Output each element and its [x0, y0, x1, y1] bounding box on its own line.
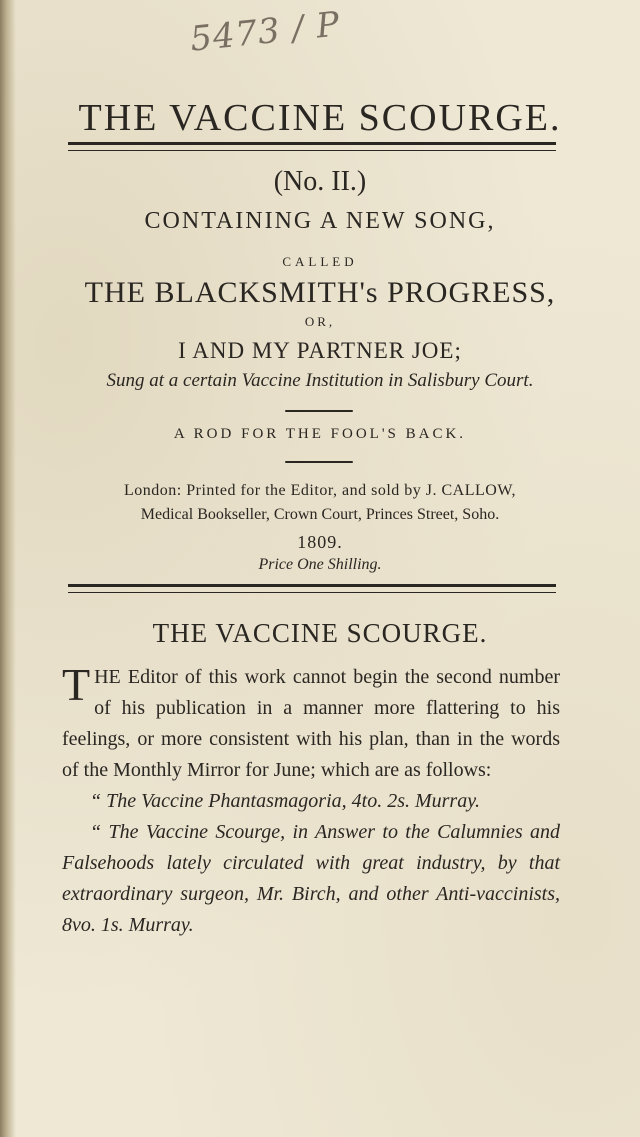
issue-number: (No. II.) [273, 166, 367, 197]
handwritten-shelfmark: 5473 / P [188, 4, 343, 60]
imprint-year: 1809. [297, 532, 343, 552]
main-title: THE VACCINE SCOURGE. [78, 97, 562, 139]
section-title: THE VACCINE SCOURGE. [152, 618, 488, 648]
quote-1: “ The Vaccine Phantasmagoria, 4to. 2s. Murray. [90, 790, 480, 812]
opening-paragraph [62, 659, 560, 786]
called-line: CALLED [282, 254, 358, 269]
opening-text: HE Editor of this work cannot begin the second number of his publication in a manner more flattering to his feelings, or more consistent with his plan, than in the words of the Monthly Mirror for June; which are as follows: [62, 666, 560, 781]
title-rule [68, 142, 556, 151]
ornament-dash-top [285, 410, 353, 412]
price-line: Price One Shilling. [258, 556, 382, 573]
body-text [62, 659, 560, 941]
sung-line: Sung at a certain Vaccine Institution in Salisbury Court. [106, 370, 534, 391]
section-rule [68, 584, 556, 593]
drop-cap: T [62, 659, 91, 710]
motto: A ROD FOR THE FOOL'S BACK. [173, 426, 467, 442]
alt-title: I AND MY PARTNER JOE; [178, 338, 462, 363]
containing-line: CONTAINING A NEW SONG, [144, 208, 496, 234]
quote-2: “ The Vaccine Scourge, in Answer to the Calumnies and Falsehoods lately circulated with great industry, by that extraordinary surgeon, Mr. Birch, and other Anti-vaccinists, 8vo. 1s. Murray. [62, 821, 560, 936]
or-line: OR, [304, 314, 336, 329]
imprint-line-2: Medical Bookseller, Crown Court, Princes Street, Soho. [140, 506, 500, 523]
ornament-dash-bottom [285, 461, 353, 463]
song-title: THE BLACKSMITH's PROGRESS, [84, 276, 556, 309]
imprint-line-1: London: Printed for the Editor, and sold by J. CALLOW, [124, 482, 516, 499]
